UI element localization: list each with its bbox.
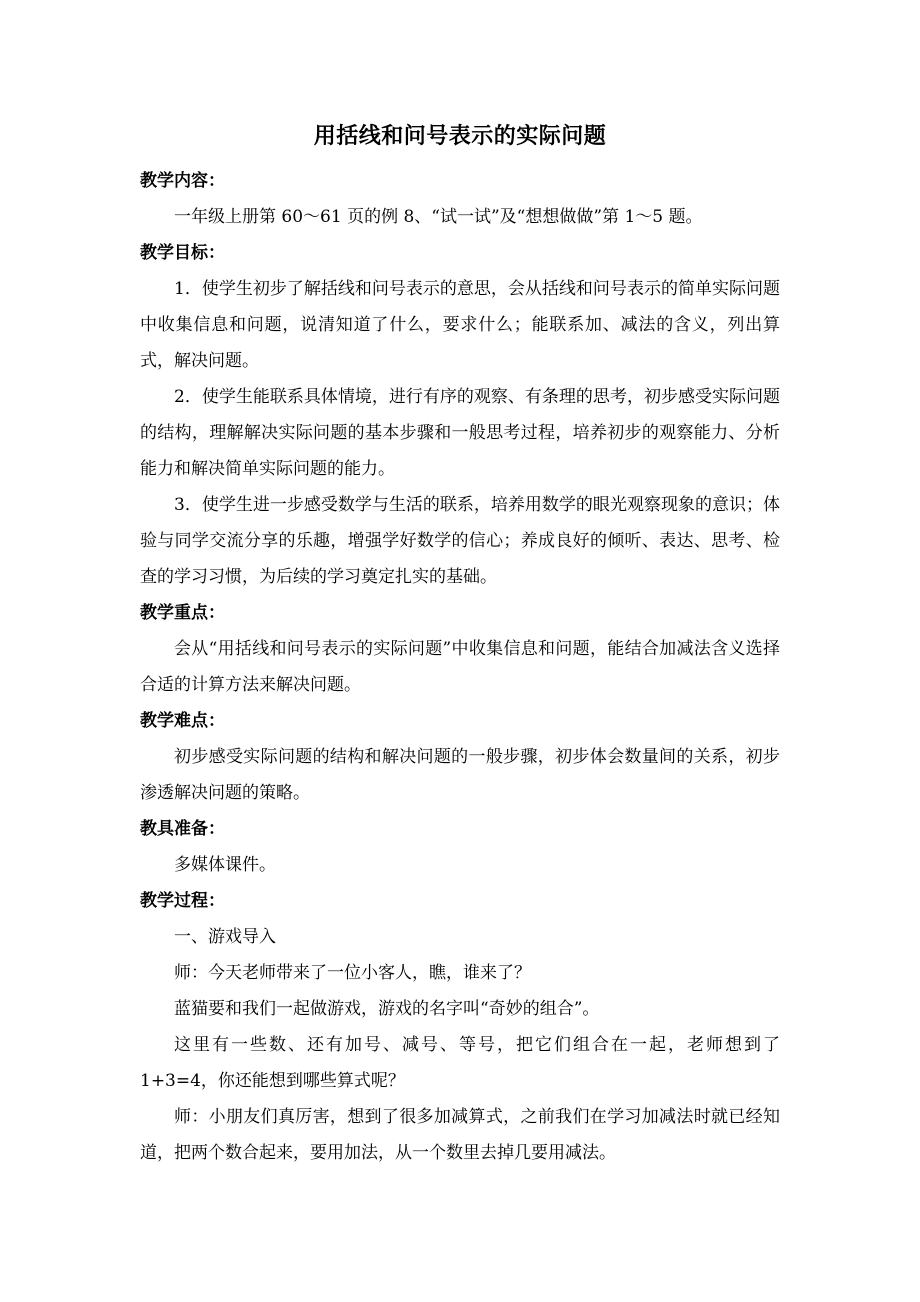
section-heading-process: 教学过程：: [140, 891, 225, 911]
section-heading-objectives: 教学目标：: [140, 243, 225, 263]
objective-item-3: 3．使学生进一步感受数学与生活的联系，培养用数学的眼光观察现象的意识；体验与同学交流分享的乐趣，增强学好数学的信心；养成良好的倾听、表达、思考、检查的学习习惯，为后续的学习奠定扎实的基础。: [140, 495, 780, 587]
section-heading-content: 教学内容：: [140, 171, 225, 191]
process-paragraph: 师：今天老师带来了一位小客人，瞧，谁来了？: [174, 963, 531, 983]
process-paragraph: 师：小朋友们真厉害，想到了很多加减算式，之前我们在学习加减法时就已经知道，把两个数合起来，要用加法，从一个数里去掉几要用减法。: [140, 1107, 780, 1163]
section-heading-key-points: 教学重点：: [140, 603, 225, 623]
objective-item-2: 2．使学生能联系具体情境，进行有序的观察、有条理的思考，初步感受实际问题的结构，理解解决实际问题的基本步骤和一般思考过程，培养初步的观察能力、分析能力和解决简单实际问题的能力。: [140, 387, 780, 479]
document-title: 用括线和问号表示的实际问题: [313, 123, 607, 149]
process-paragraph: 这里有一些数、还有加号、减号、等号，把它们组合在一起，老师想到了 1+3=4，你还能想到哪些算式呢？: [140, 1035, 780, 1091]
content-paragraph: 一年级上册第 60～61 页的例 8、“试一试”及“想想做做”第 1～5 题。: [174, 207, 703, 227]
materials-paragraph: 多媒体课件。: [174, 855, 276, 875]
section-heading-materials: 教具准备：: [140, 819, 225, 839]
key-points-paragraph: 会从“用括线和问号表示的实际问题”中收集信息和问题，能结合加减法含义选择合适的计算方法来解决问题。: [140, 639, 780, 695]
process-paragraph: 一、游戏导入: [174, 927, 276, 947]
objective-item-1: 1．使学生初步了解括线和问号表示的意思，会从括线和问号表示的简单实际问题中收集信息和问题，说清知道了什么，要求什么；能联系加、减法的含义，列出算式，解决问题。: [140, 279, 780, 371]
section-heading-difficulties: 教学难点：: [140, 711, 225, 731]
process-paragraph: 蓝猫要和我们一起做游戏，游戏的名字叫“奇妙的组合”。: [174, 999, 600, 1019]
document-body: [140, 163, 780, 1171]
difficulties-paragraph: 初步感受实际问题的结构和解决问题的一般步骤，初步体会数量间的关系，初步渗透解决问题的策略。: [140, 747, 780, 803]
